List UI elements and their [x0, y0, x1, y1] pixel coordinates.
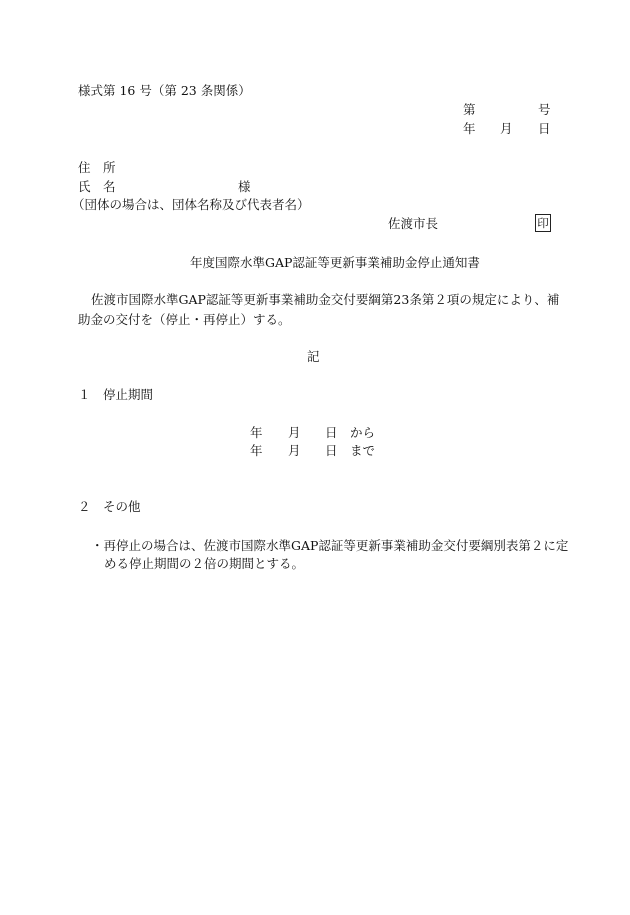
seal-box: 印 [535, 214, 551, 232]
to-year: 年 [250, 443, 263, 458]
honorific: 様 [238, 179, 251, 194]
ki-heading: 記 [307, 349, 320, 364]
to-day: 日 [325, 443, 338, 458]
from-year: 年 [250, 425, 263, 440]
name-label: 氏 名 [78, 179, 116, 194]
doc-number-suffix: 号 [538, 102, 551, 117]
sender-title: 佐渡市長 [388, 216, 439, 231]
note-line-2: める停止期間の２倍の期間とする。 [104, 556, 305, 571]
to-month: 月 [288, 443, 301, 458]
from-month: 月 [288, 425, 301, 440]
body-line-2: 助金の交付を（停止・再停止）する。 [78, 312, 291, 327]
org-note: （団体の場合は、団体名称及び代表者名） [72, 197, 310, 212]
date-month: 月 [500, 121, 513, 136]
date-year: 年 [463, 121, 476, 136]
doc-number-prefix: 第 [463, 102, 476, 117]
address-label: 住 所 [78, 160, 116, 175]
from-suffix: から [350, 425, 376, 440]
note-line-1: ・再停止の場合は、佐渡市国際水準GAP認証等更新事業補助金交付要綱別表第２に定 [91, 538, 569, 553]
to-suffix: まで [350, 443, 376, 458]
from-day: 日 [325, 425, 338, 440]
section-1-label: １ 停止期間 [78, 387, 154, 402]
document-title: 年度国際水準GAP認証等更新事業補助金停止通知書 [190, 255, 480, 270]
date-day: 日 [538, 121, 551, 136]
body-line-1: 佐渡市国際水準GAP認証等更新事業補助金交付要綱第23条第２項の規定により、補 [91, 292, 560, 307]
form-number: 様式第 16 号（第 23 条関係） [78, 83, 251, 98]
section-2-label: ２ その他 [78, 499, 141, 514]
